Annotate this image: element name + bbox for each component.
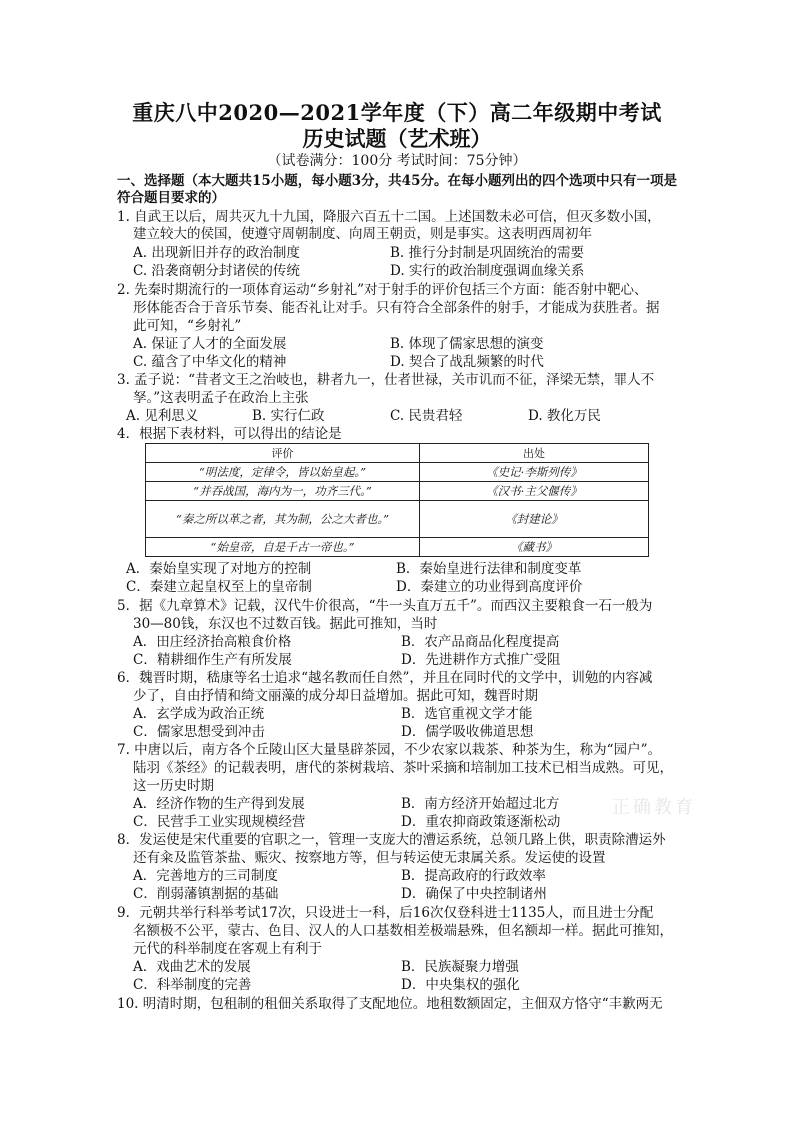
question-9-option-b: B．民族凝聚力增强 xyxy=(401,959,519,975)
question-2-stem: 形体能否合于音乐节奏、能否礼让对手。只有符合全部条件的射手，才能成为获胜者。据 xyxy=(133,300,660,316)
question-2-option-d: D. 契合了战乱频繁的时代 xyxy=(390,354,544,370)
question-9-option-d: D．中央集权的强化 xyxy=(401,977,520,993)
question-4-option-d: D．秦建立的功业得到高度评价 xyxy=(396,579,583,595)
table-cell: 《汉书·主父偃传》 xyxy=(420,482,649,501)
question-6-stem: 少了，自由抒情和绮文丽藻的成分却日益增加。据此可知，魏晋时期 xyxy=(133,688,538,704)
question-3-stem: 孥。”这表明孟子在政治上主张 xyxy=(133,390,309,406)
question-7-option-c: C．民营手工业实现规模经营 xyxy=(133,814,306,830)
exam-subtitle: 历史试题（艺术班） xyxy=(302,126,492,151)
table-row xyxy=(146,538,649,557)
table-row xyxy=(146,501,649,538)
exam-title: 重庆八中2020—2021学年度（下）高二年级期中考试 xyxy=(132,100,662,125)
question-6-stem: 6．魏晋时期，嵇康等名士追求“越名教而任自然”，并且在同时代的文学中，训勉的内容减 xyxy=(117,670,653,686)
table-cell: “秦之所以革之者，其为制，公之大者也。” xyxy=(146,501,420,538)
question-7-stem: 这一历史时期 xyxy=(133,778,214,794)
question-1-option-d: D. 实行的政治制度强调血缘关系 xyxy=(390,263,585,279)
exam-meta: （试卷满分：100分 考试时间：75分钟） xyxy=(267,153,527,169)
question-2-option-b: B. 体现了儒家思想的演变 xyxy=(390,336,544,352)
question-3-stem: 3. 孟子说：“昔者文王之治岐也，耕者九一，仕者世禄，关市讥而不征，泽梁无禁，罪人不 xyxy=(117,372,655,388)
table-header-source: 出处 xyxy=(420,444,649,463)
question-9-stem: 元代的科举制度在客观上有利于 xyxy=(133,941,322,957)
question-8-option-b: B．提高政府的行政效率 xyxy=(401,868,546,884)
question-4-stem: 4．根据下表材料，可以得出的结论是 xyxy=(117,426,342,442)
question-6-option-c: C．儒家思想受到冲击 xyxy=(133,724,265,740)
question-3-option-d: D. 教化万民 xyxy=(528,408,601,424)
question-9-option-c: C．科举制度的完善 xyxy=(133,977,252,993)
question-8-option-a: A．完善地方的三司制度 xyxy=(133,868,278,884)
question-2-stem: 2. 先秦时期流行的一项体育运动“乡射礼”对于射手的评价包括三个方面：能否射中靶心、 xyxy=(117,282,648,298)
question-8-option-c: C．削弱藩镇割据的基础 xyxy=(133,886,279,902)
table-cell: 《史记·李斯列传》 xyxy=(420,463,649,482)
question-9-stem: 9．元朝共举行科举考试17次，只设进士一科，后16次仅登科进士1135人，而且进士分配 xyxy=(117,905,654,921)
question-2-option-a: A. 保证了人才的全面发展 xyxy=(133,336,287,352)
question-5-option-d: D．先进耕作方式推广受阻 xyxy=(401,652,561,668)
question-7-option-b: B．南方经济开始超过北方 xyxy=(401,796,560,812)
question-2-option-c: C. 蕴含了中华文化的精神 xyxy=(133,354,287,370)
table-header-evaluation: 评价 xyxy=(146,444,420,463)
table-row xyxy=(146,482,649,501)
question-3-option-a: A. 见利思义 xyxy=(126,408,199,424)
source-table xyxy=(145,443,649,557)
question-9-stem: 名额极不公平，蒙古、色目、汉人的人口基数相差极端悬殊，但名额却一样。据此可推知， xyxy=(133,923,673,939)
table-cell: “始皇帝，自是千古一帝也。” xyxy=(146,538,420,557)
question-4-option-c: C．秦建立起皇权至上的皇帝制 xyxy=(126,579,312,595)
question-7-option-a: A．经济作物的生产得到发展 xyxy=(133,796,305,812)
question-8-stem: 还有籴及监管茶盐、赈灾、按察地方等，但与转运使无隶属关系。发运使的设置 xyxy=(133,850,606,866)
question-7-stem: 陆羽《茶经》的记载表明，唐代的茶树栽培、茶叶采摘和培制加工技术已相当成熟。可见， xyxy=(133,760,673,776)
question-7-stem: 7. 中唐以后，南方各个丘陵山区大量垦辟茶园，不少农家以栽茶、种茶为生，称为“园户”。 xyxy=(117,742,661,758)
question-6-option-a: A．玄学成为政治正统 xyxy=(133,706,265,722)
question-4-option-a: A．秦始皇实现了对地方的控制 xyxy=(126,561,312,577)
question-4-option-b: B．秦始皇进行法律和制度变革 xyxy=(396,561,582,577)
question-1-option-a: A. 出现新旧并存的政治制度 xyxy=(133,245,300,261)
question-3-option-b: B. 实行仁政 xyxy=(252,408,325,424)
question-10-stem: 10. 明清时期，包租制的租佃关系取得了支配地位。地租数额固定，主佃双方恪守“丰歉两无 xyxy=(117,996,663,1012)
question-5-stem: 5．据《九章算术》记载，汉代牛价很高，“牛一头直万五千”。而西汉主要粮食一石一般为 xyxy=(117,598,653,614)
question-8-option-d: D．确保了中央控制诸州 xyxy=(401,886,547,902)
question-5-option-c: C．精耕细作生产有所发展 xyxy=(133,652,292,668)
table-cell: 《封建论》 xyxy=(420,501,649,538)
table-cell: “并吞战国，海内为一，功齐三代。” xyxy=(146,482,420,501)
question-8-stem: 8．发运使是宋代重要的官职之一，管理一支庞大的漕运系统，总领几路上供，职责除漕运外 xyxy=(117,832,666,848)
section-heading: 一、选择题（本大题共15小题，每小题3分，共45分。在每小题列出的四个选项中只有一项是 xyxy=(117,173,677,189)
question-5-stem: 30—80钱，东汉也不过数百钱。据此可推知，当时 xyxy=(133,616,438,632)
section-heading-cont: 符合题目要求的） xyxy=(117,190,225,206)
question-2-stem: 此可知，“乡射礼” xyxy=(133,318,242,334)
watermark: 正确教育 xyxy=(612,797,696,818)
question-9-option-a: A．戏曲艺术的发展 xyxy=(133,959,251,975)
question-1-option-c: C. 沿袭商朝分封诸侯的传统 xyxy=(133,263,300,279)
table-cell: “明法度，定律令，皆以始皇起。” xyxy=(146,463,420,482)
question-6-option-b: B．选官重视文学才能 xyxy=(401,706,533,722)
table-cell: 《藏书》 xyxy=(420,538,649,557)
question-1-stem: 1. 自武王以后，周共灭九十九国，降服六百五十二国。上述国数未必可信，但灭多数小国， xyxy=(117,209,661,225)
question-7-option-d: D．重农抑商政策逐渐松动 xyxy=(401,814,561,830)
question-3-option-c: C. 民贵君轻 xyxy=(390,408,463,424)
question-5-option-a: A．田庄经济抬高粮食价格 xyxy=(133,634,292,650)
question-1-stem: 建立较大的侯国，使遵守周朝制度、向周王朝贡，则是事实。这表明西周初年 xyxy=(133,226,592,242)
table-header-row xyxy=(146,444,649,463)
table-row xyxy=(146,463,649,482)
question-5-option-b: B．农产品商品化程度提高 xyxy=(401,634,560,650)
question-6-option-d: D．儒学吸收佛道思想 xyxy=(401,724,534,740)
question-1-option-b: B. 推行分封制是巩固统治的需要 xyxy=(390,245,585,261)
